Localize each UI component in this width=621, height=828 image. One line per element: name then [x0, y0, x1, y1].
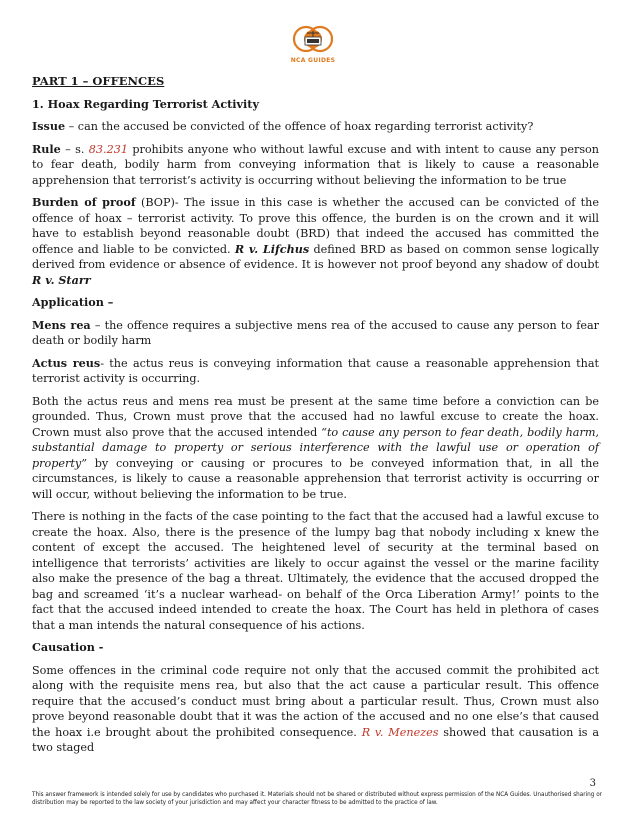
logo-text: NCA GUIDES [290, 57, 336, 64]
document-body [32, 74, 599, 763]
bop-label: Burden of proof [32, 195, 136, 209]
causation-heading: Causation - [32, 640, 104, 654]
both-text-2: by conveying or causing or procures to be conveyed information that, in all the circumstances, is likely to cause a reasonable apprehension that terrorist activity is occurring or will occur, without believing the information to be true. [32, 456, 599, 501]
issue-text: – can the accused be convicted of the offence of hoax regarding terrorist activity? [65, 120, 534, 133]
causation-paragraph [32, 663, 599, 756]
causation-text-2: showed that causation is a two staged [32, 725, 599, 754]
case-lifchus: R v. Lifchus [234, 241, 310, 256]
case-menezes-link[interactable]: R v. Menezes [361, 725, 439, 739]
rule-text: prohibits anyone who without lawful excuse and with intent to cause any person to fear death, bodily harm from conveying information that is likely to cause a reasonable apprehension that terrorist’s activity is occurring without believing the information to be true [32, 142, 599, 187]
both-elements-paragraph [32, 394, 599, 503]
mens-rea-text: – the offence requires a subjective mens rea of the accused to cause any person to fear death or bodily harm [32, 318, 599, 347]
part-heading: PART 1 – OFFENCES [32, 74, 165, 88]
footer-disclaimer: This answer framework is intended solely for use by candidates who purchased it. Materials should not be shared or distributed without express permission of the NCA Guides. Unauthorised sharing or distribution may be reported to the law society of your jurisdiction and may affect your character fitness to be admitted to the practice of law. [32, 792, 603, 806]
application-heading: Application – [32, 295, 114, 309]
section-heading: 1. Hoax Regarding Terrorist Activity [32, 96, 259, 111]
facts-paragraph: There is nothing in the facts of the case pointing to the fact that the accused had a lawful excuse to create the hoax. Also, there is the presence of the lumpy bag that nobody including x knew the content of except the accused. The heightened level of security at the terminal based on intelligence that terrorists’ activities are likely to occur against the vessel or the marine facility also make the presence of the bag a threat. Ultimately, the evidence that the accused dropped the bag and screamed ‘it’s a nuclear warhead- on behalf of the Orca Liberation Army!’ points to the fact that the accused indeed intended to create the hoax. The Court has held in plethora of cases that a man intends the natural consequence of his actions. [32, 510, 599, 632]
actus-reus-text: - the actus reus is conveying information that cause a reasonable apprehension that terrorist activity is occurring. [32, 356, 599, 385]
issue-label: Issue [32, 119, 66, 133]
scales-of-justice-icon [291, 22, 335, 56]
bop-text-2: defined BRD as based on common sense logically derived from evidence or absence of evidence. It is however not proof beyond any shadow of doubt [32, 242, 600, 271]
bop-paragraph [32, 195, 599, 288]
rule-pre: – s. [60, 142, 89, 156]
issue-paragraph [32, 119, 599, 135]
mens-rea-paragraph [32, 318, 599, 349]
actus-reus-paragraph [32, 356, 599, 387]
bop-text-1: (BOP)- The issue in this case is whether the accused can be convicted of the offence of hoax – terrorist activity. To prove this offence, the burden is on the crown and it will have to establish beyond reasonable doubt (BRD) that indeed the accused has committed the offence and liable to be convicted. [32, 196, 599, 256]
rule-paragraph [32, 142, 599, 189]
both-text-1: Both the actus reus and mens rea must be present at the same time before a conviction can be grounded. Thus, Crown must prove that the accused had no lawful excuse to create the hoax. Crown must also prove that the accused intended [32, 394, 599, 439]
actus-reus-label: Actus reus [32, 355, 101, 370]
intent-quote: “to cause any person to fear death, bodily harm, substantial damage to property or serious interference with the lawful use or operation of property” [32, 425, 599, 470]
mens-rea-label: Mens rea [32, 317, 91, 332]
section-link[interactable]: 83.231 [88, 142, 128, 156]
causation-text-1: Some offences in the criminal code require not only that the accused commit the prohibited act along with the requisite mens rea, but also that the act cause a particular result. This offence require that the accused’s conduct must bring about a particular result. Thus, Crown must also prove beyond reasonable doubt that it was the action of the accused and no one else’s that caused the hoax i.e brought about the prohibited consequence. [32, 663, 599, 739]
case-starr: R v. Starr [32, 272, 91, 287]
rule-label: Rule [32, 141, 61, 156]
page-number: 3 [589, 778, 596, 789]
nca-guides-logo [283, 22, 343, 68]
